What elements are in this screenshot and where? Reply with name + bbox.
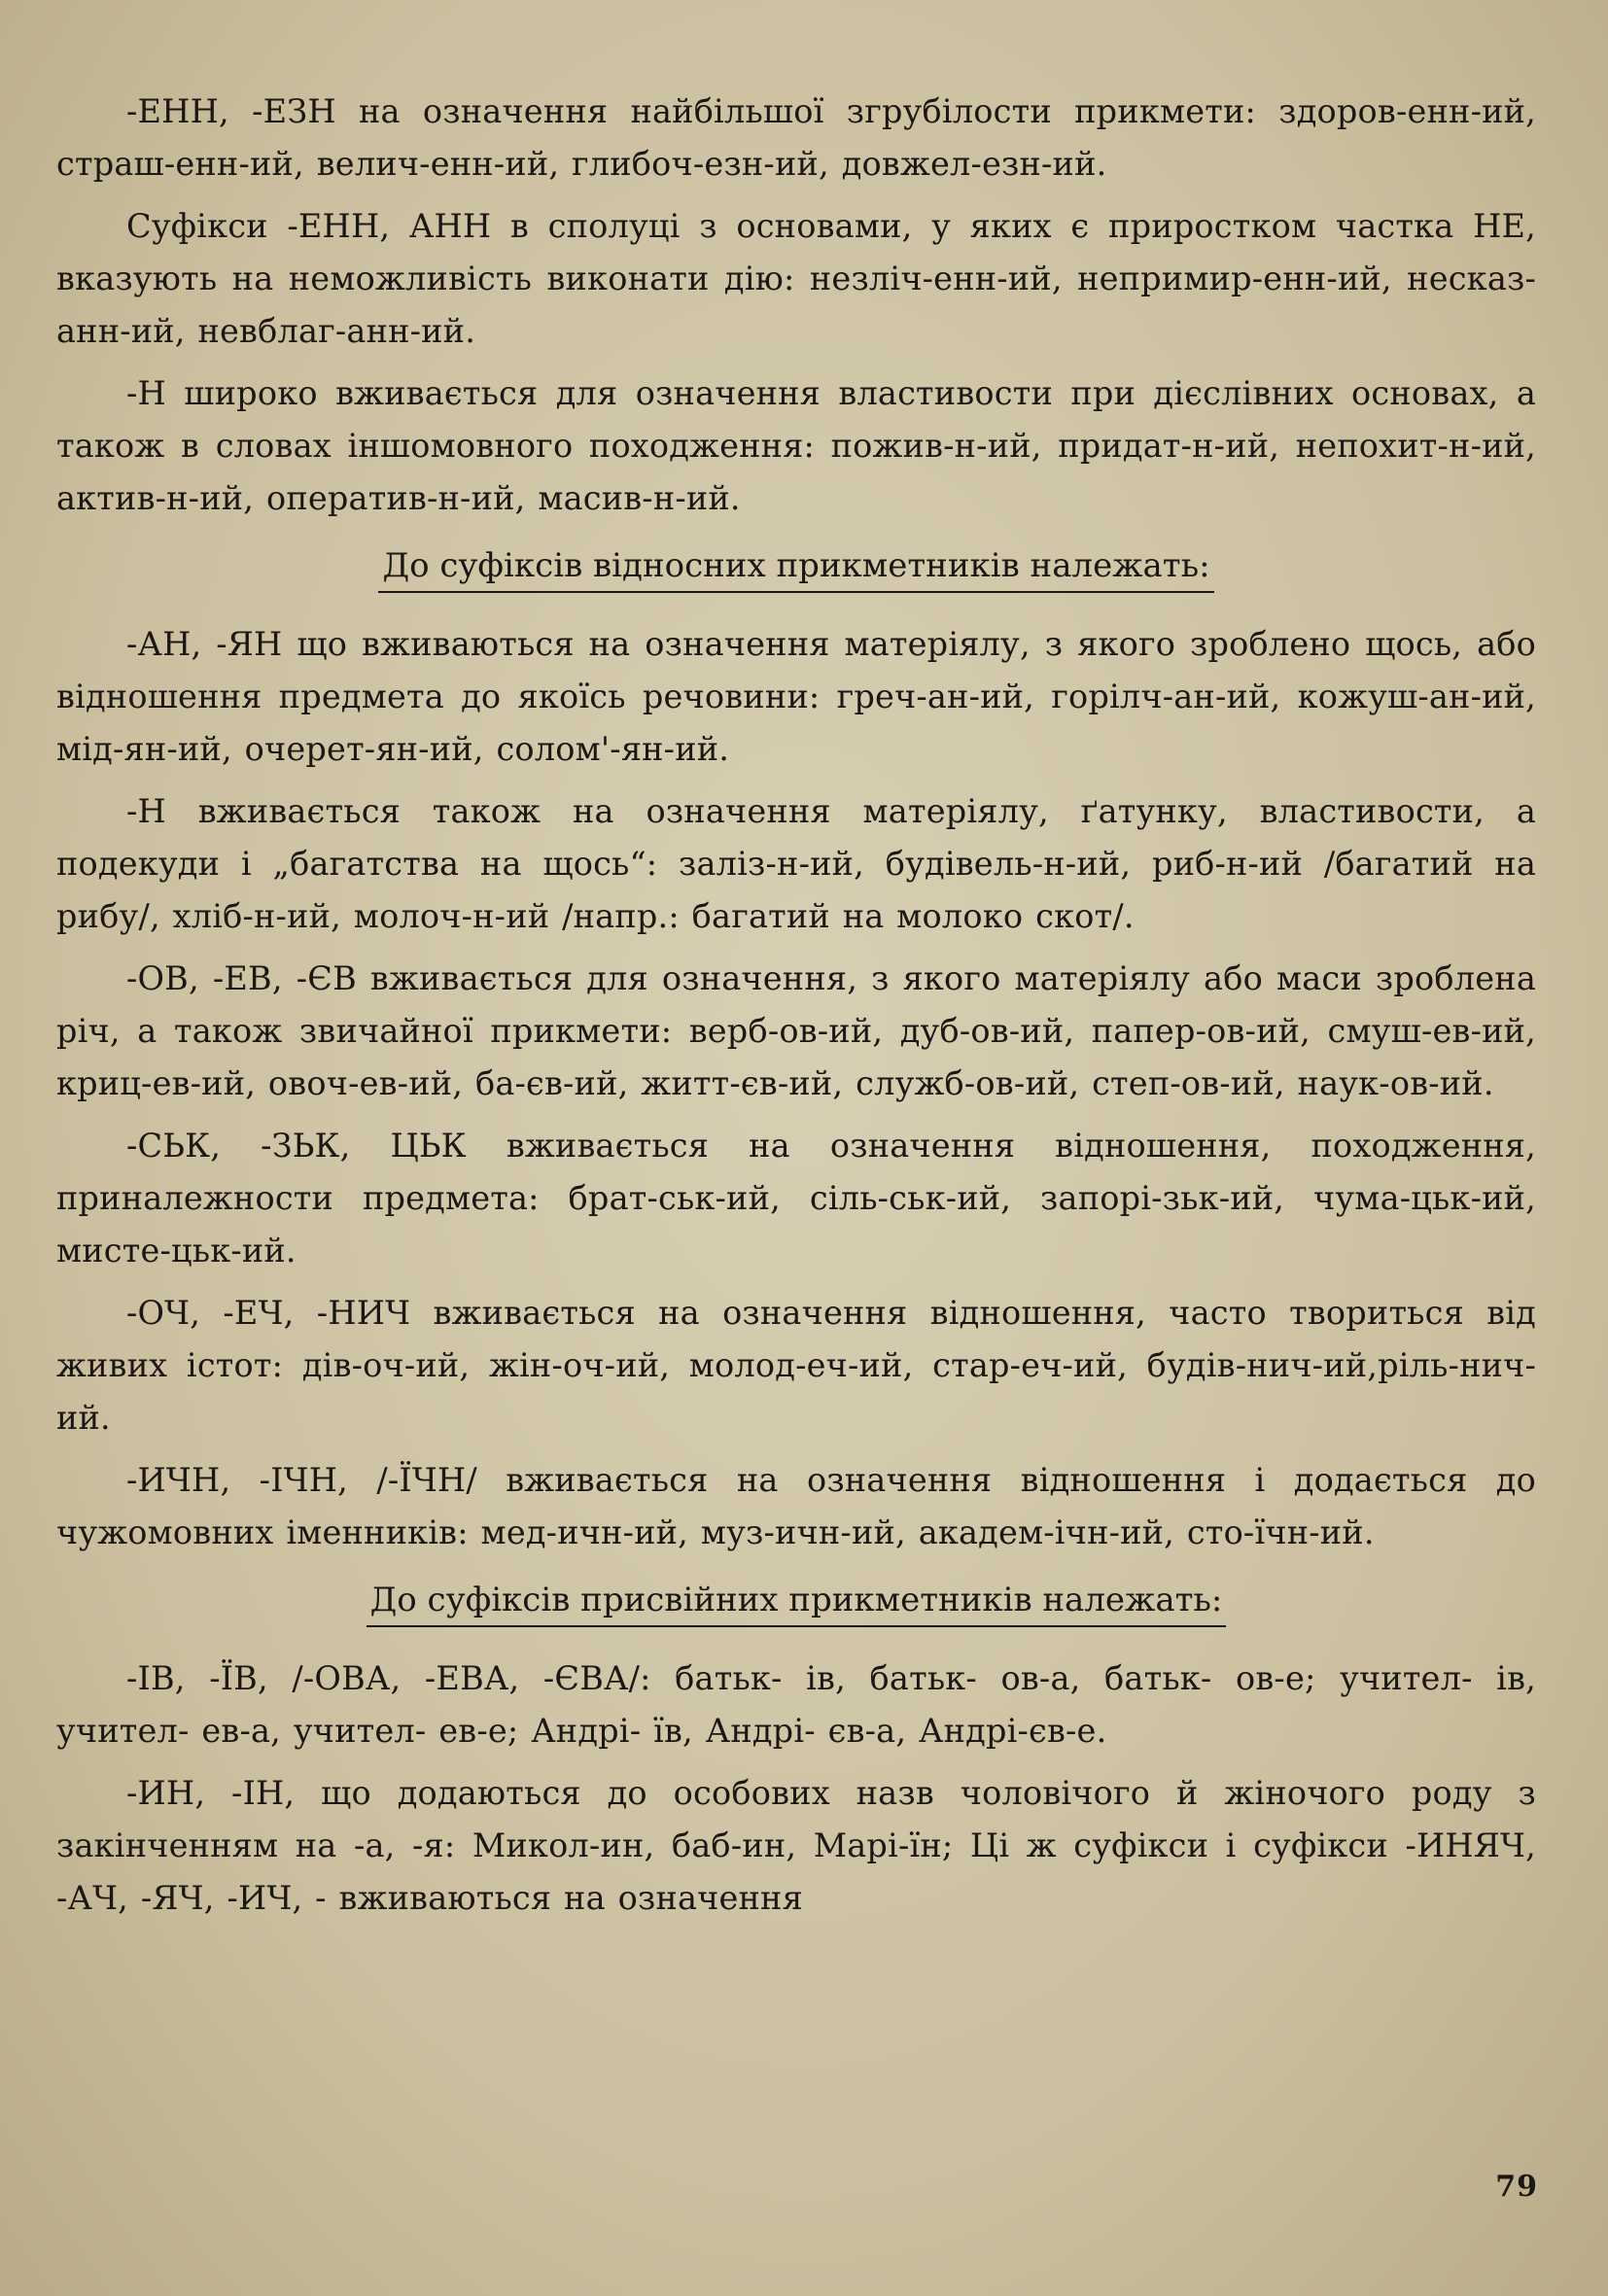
- paragraph: -ОЧ, -ЕЧ, -НИЧ вживається на означення відношення, часто твориться від живих істот: дів-оч-ий, жін-оч-ий, молод-еч-ий, стар-еч-ий, будів-нич-ий,ріль-нич-ий.: [56, 1294, 1536, 1437]
- page-number: 79: [1495, 2170, 1538, 2204]
- paragraph: -ИН, -ІН, що додаються до особових назв чоловічого й жіночого роду з закінченням на -а, -я: Микол-ин, баб-ин, Марі-їн; Ці ж суфікси і суфікси -ИНЯЧ, -АЧ, -ЯЧ, -ИЧ, - вживаються на означення: [56, 1774, 1536, 1917]
- paragraph: -ОВ, -ЕВ, -ЄВ вживається для означення, з якого матеріялу або маси зроблена річ, а також звичайної прикмети: верб-ов-ий, дуб-ов-ий, папер-ов-ий, смуш-ев-ий, криц-ев-ий, овоч-ев-ий, ба-єв-ий, житт-єв-ий, служб-ов-ий, степ-ов-ий, наук-ов-ий.: [56, 959, 1536, 1102]
- paragraph: -Н вживається також на означення матеріялу, ґатунку, властивости, а подекуди і „багатства на щось“: заліз-н-ий, будівель-н-ий, риб-н-ий /багатий на рибу/, хліб-н-ий, молоч-н-ий /напр.: багатий на молоко скот/.: [56, 792, 1536, 935]
- paragraph: -ЕНН, -ЕЗН на означення найбільшої згрубілости прикмети: здоров-енн-ий, страш-енн-ий, велич-енн-ий, глибоч-езн-ий, довжел-езн-ий.: [56, 92, 1536, 183]
- section-heading-relative: До суфіксів відносних прикметників належать:: [378, 540, 1213, 593]
- page-body: [56, 86, 1536, 1934]
- paragraph: -ИЧН, -ІЧН, /-ЇЧН/ вживається на означення відношення і додається до чужомовних іменників: мед-ичн-ий, муз-ичн-ий, академ-ічн-ий, сто-їчн-ий.: [56, 1461, 1536, 1551]
- paragraph: -Н широко вживається для означення властивости при дієслівних основах, а також в словах іншомовного походження: пожив-н-ий, придат-н-ий, непохит-н-ий, актив-н-ий, оператив-н-ий, масив-н-ий.: [56, 374, 1536, 517]
- paragraph: -СЬК, -ЗЬК, ЦЬК вживається на означення відношення, походження, приналежности предмета: брат-ськ-ий, сіль-ськ-ий, запорі-зьк-ий, чума-цьк-ий, мисте-цьк-ий.: [56, 1127, 1536, 1270]
- paragraph: -АН, -ЯН що вживаються на означення матеріялу, з якого зроблено щось, або відношення предмета до якоїсь речовини: греч-ан-ий, горілч-ан-ий, кожуш-ан-ий, мід-ян-ий, очерет-ян-ий, солом'-ян-ий.: [56, 625, 1536, 768]
- section-heading-possessive: До суфіксів присвійних прикметників належать:: [367, 1575, 1227, 1627]
- paragraph: Суфікси -ЕНН, АНН в сполуці з основами, у яких є приростком частка НЕ, вказують на неможливість виконати дію: незліч-енн-ий, непримир-енн-ий, несказ-анн-ий, невблаг-анн-ий.: [56, 207, 1536, 350]
- paragraph: -ІВ, -ЇВ, /-ОВА, -ЕВА, -ЄВА/: батьк- ів, батьк- ов-а, батьк- ов-е; учител- ів, учител- ев-а, учител- ев-е; Андрі- їв, Андрі- єв-а, Андрі-єв-е.: [56, 1659, 1536, 1750]
